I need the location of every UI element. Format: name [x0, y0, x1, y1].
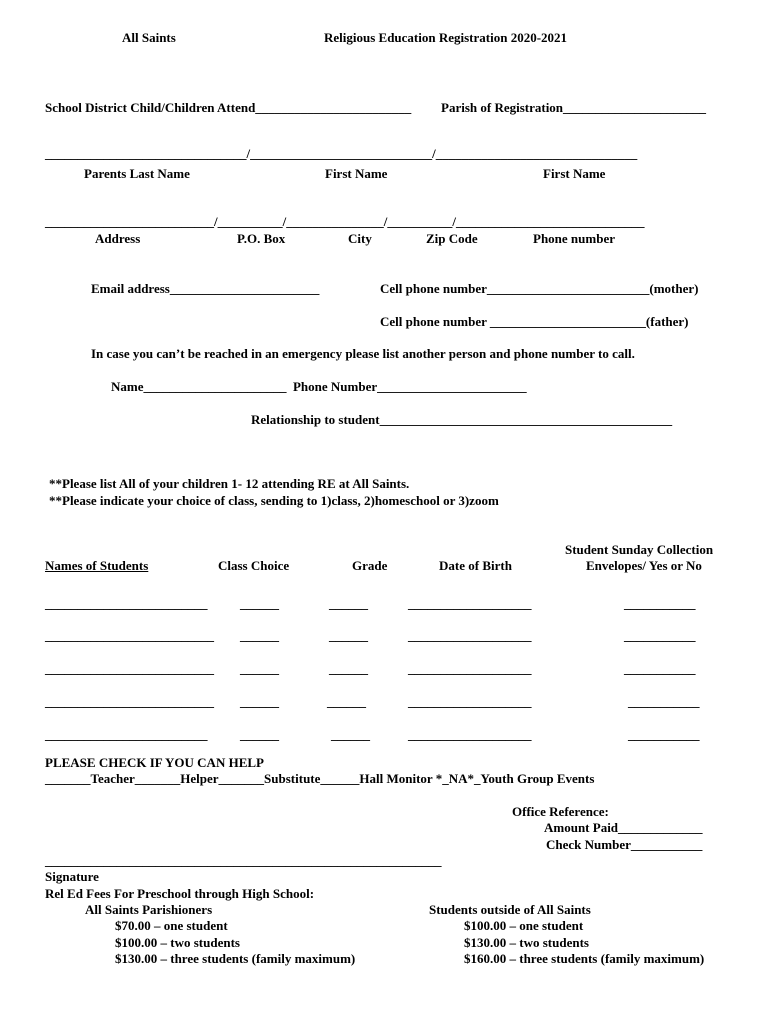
envelopes-field[interactable]: ___________ [628, 694, 700, 709]
envelopes-header-line2: Envelopes/ Yes or No [586, 558, 702, 573]
emergency-instruction: In case you can’t be reached in an emergency please list another person and phone number to call. [91, 346, 635, 361]
cell-mother-field[interactable]: Cell phone number_________________________(mother) [380, 281, 699, 296]
envelopes-field[interactable]: ___________ [624, 661, 696, 676]
po-box-label: P.O. Box [237, 231, 286, 246]
grade-field[interactable]: ______ [327, 694, 366, 709]
parishioner-fee-3: $130.00 – three students (family maximum) [115, 951, 356, 966]
grade-field[interactable]: ______ [329, 661, 368, 676]
email-field[interactable]: Email address_______________________ [91, 281, 320, 296]
relationship-field[interactable]: Relationship to student_____________________________________________ [251, 412, 673, 427]
emergency-name-phone-field[interactable]: Name______________________ Phone Number_______________________ [111, 379, 527, 394]
check-number-field[interactable]: Check Number___________ [546, 837, 703, 852]
dob-field[interactable]: ___________________ [408, 727, 532, 742]
dob-field[interactable]: ___________________ [408, 694, 532, 709]
note-line-2: **Please indicate your choice of class, sending to 1)class, 2)homeschool or 3)zoom [49, 493, 499, 508]
class-choice-field[interactable]: ______ [240, 727, 279, 742]
grade-field[interactable]: ______ [331, 727, 370, 742]
grade-header: Grade [352, 558, 388, 573]
cell-father-field[interactable]: Cell phone number ________________________(father) [380, 314, 689, 329]
form-title: Religious Education Registration 2020-2021 [324, 30, 568, 45]
fees-heading: Rel Ed Fees For Preschool through High School: [45, 886, 315, 901]
dob-field[interactable]: ___________________ [408, 596, 532, 611]
signature-line[interactable]: _____________________________________________________________ [45, 853, 442, 868]
first-name-label-1: First Name [325, 166, 388, 181]
address-label: Address [95, 231, 141, 246]
help-options[interactable]: _______Teacher_______Helper_______Substitute______Hall Monitor *_NA*_Youth Group Events [45, 771, 595, 786]
parishioners-label: All Saints Parishioners [85, 902, 213, 917]
help-heading: PLEASE CHECK IF YOU CAN HELP [45, 755, 264, 770]
org-name: All Saints [122, 30, 176, 45]
student-name-field[interactable]: _________________________ [45, 727, 208, 742]
note-line-1: **Please list All of your children 1- 12 attending RE at All Saints. [49, 476, 410, 491]
parent-names-field[interactable]: _______________________________/____________________________/_______________________________ [45, 146, 638, 161]
outside-fee-3: $160.00 – three students (family maximum) [464, 951, 705, 966]
outside-label: Students outside of All Saints [429, 902, 591, 917]
date-of-birth-header: Date of Birth [439, 558, 512, 573]
student-name-field[interactable]: __________________________ [45, 628, 214, 643]
parishioner-fee-1: $70.00 – one student [115, 918, 228, 933]
zip-code-label: Zip Code [426, 231, 478, 246]
envelopes-field[interactable]: ___________ [624, 628, 696, 643]
class-choice-field[interactable]: ______ [240, 661, 279, 676]
names-of-students-header: Names of Students [45, 558, 149, 573]
school-district-field[interactable]: School District Child/Children Attend________________________ [45, 100, 412, 115]
outside-fee-1: $100.00 – one student [464, 918, 584, 933]
parents-last-name-label: Parents Last Name [84, 166, 190, 181]
dob-field[interactable]: ___________________ [408, 628, 532, 643]
envelopes-header-line1: Student Sunday Collection [565, 542, 714, 557]
envelopes-field[interactable]: ___________ [628, 727, 700, 742]
first-name-label-2: First Name [543, 166, 606, 181]
grade-field[interactable]: ______ [329, 596, 368, 611]
student-name-field[interactable]: __________________________ [45, 694, 214, 709]
signature-label: Signature [45, 869, 99, 884]
student-name-field[interactable]: _________________________ [45, 596, 208, 611]
envelopes-field[interactable]: ___________ [624, 596, 696, 611]
address-field[interactable]: __________________________/__________/_______________/__________/_____________________________ [45, 214, 645, 229]
amount-paid-field[interactable]: Amount Paid_____________ [544, 820, 703, 835]
class-choice-field[interactable]: ______ [240, 596, 279, 611]
city-label: City [348, 231, 372, 246]
class-choice-header: Class Choice [218, 558, 290, 573]
office-reference-heading: Office Reference: [512, 804, 609, 819]
class-choice-field[interactable]: ______ [240, 628, 279, 643]
phone-number-label: Phone number [533, 231, 615, 246]
parish-field[interactable]: Parish of Registration______________________ [441, 100, 707, 115]
dob-field[interactable]: ___________________ [408, 661, 532, 676]
class-choice-field[interactable]: ______ [240, 694, 279, 709]
grade-field[interactable]: ______ [329, 628, 368, 643]
parishioner-fee-2: $100.00 – two students [115, 935, 240, 950]
student-name-field[interactable]: __________________________ [45, 661, 214, 676]
outside-fee-2: $130.00 – two students [464, 935, 589, 950]
